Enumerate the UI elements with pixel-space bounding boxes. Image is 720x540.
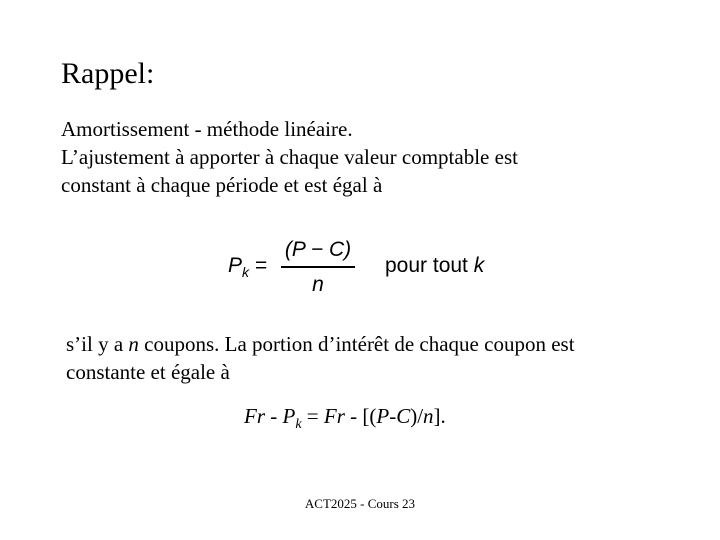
footer-text: ACT2025 - Cours 23	[304, 496, 416, 511]
eq2-n: n	[423, 404, 434, 428]
intro-line-2: L’ajustement à apporter à chaque valeur comptable est	[61, 145, 518, 169]
formula-fraction	[281, 236, 355, 299]
depreciation-formula	[228, 236, 508, 302]
eq2-fr-2: Fr	[323, 404, 345, 428]
formula-lhs-var: P	[228, 254, 243, 277]
coupon-paragraph	[66, 330, 575, 386]
eq2-end: ].	[433, 404, 446, 428]
intro-paragraph	[61, 115, 518, 199]
interest-equation	[244, 402, 446, 434]
eq2-p: P	[282, 404, 296, 428]
formula-rhs-var: k	[473, 254, 485, 277]
eq2-minus-1: -	[265, 404, 283, 428]
coupon-line-1-post: coupons. La portion d’intérêt de chaque coupon est	[138, 332, 575, 356]
eq2-minus-2: - [(	[344, 404, 377, 428]
formula-equals: =	[255, 254, 268, 277]
eq2-fr-1: Fr	[244, 404, 265, 428]
formula-rhs-text: pour tout	[385, 254, 474, 277]
slide-title: Rappel:	[61, 57, 155, 90]
intro-line-1: Amortissement - méthode linéaire.	[61, 117, 353, 141]
formula-lhs-sub: k	[242, 264, 250, 280]
fraction-bar	[281, 266, 355, 268]
coupon-line-2: constante et égale à	[66, 360, 230, 384]
coupon-line-1	[66, 330, 575, 358]
formula-lhs	[228, 254, 249, 278]
intro-line-3: constant à chaque période et est égal à	[61, 173, 383, 197]
eq2-p-sub: k	[295, 417, 302, 432]
coupon-line-1-var: n	[128, 332, 139, 356]
coupon-line-1-pre: s’il y a	[66, 332, 129, 356]
slide-footer	[0, 495, 720, 513]
formula-numerator: (P − C)	[284, 238, 352, 261]
eq2-pc: P-C	[376, 404, 411, 428]
formula-rhs	[385, 254, 484, 278]
formula-denominator: n	[312, 272, 324, 296]
eq2-slash: )/	[410, 404, 424, 428]
eq2-equals: =	[301, 404, 324, 428]
